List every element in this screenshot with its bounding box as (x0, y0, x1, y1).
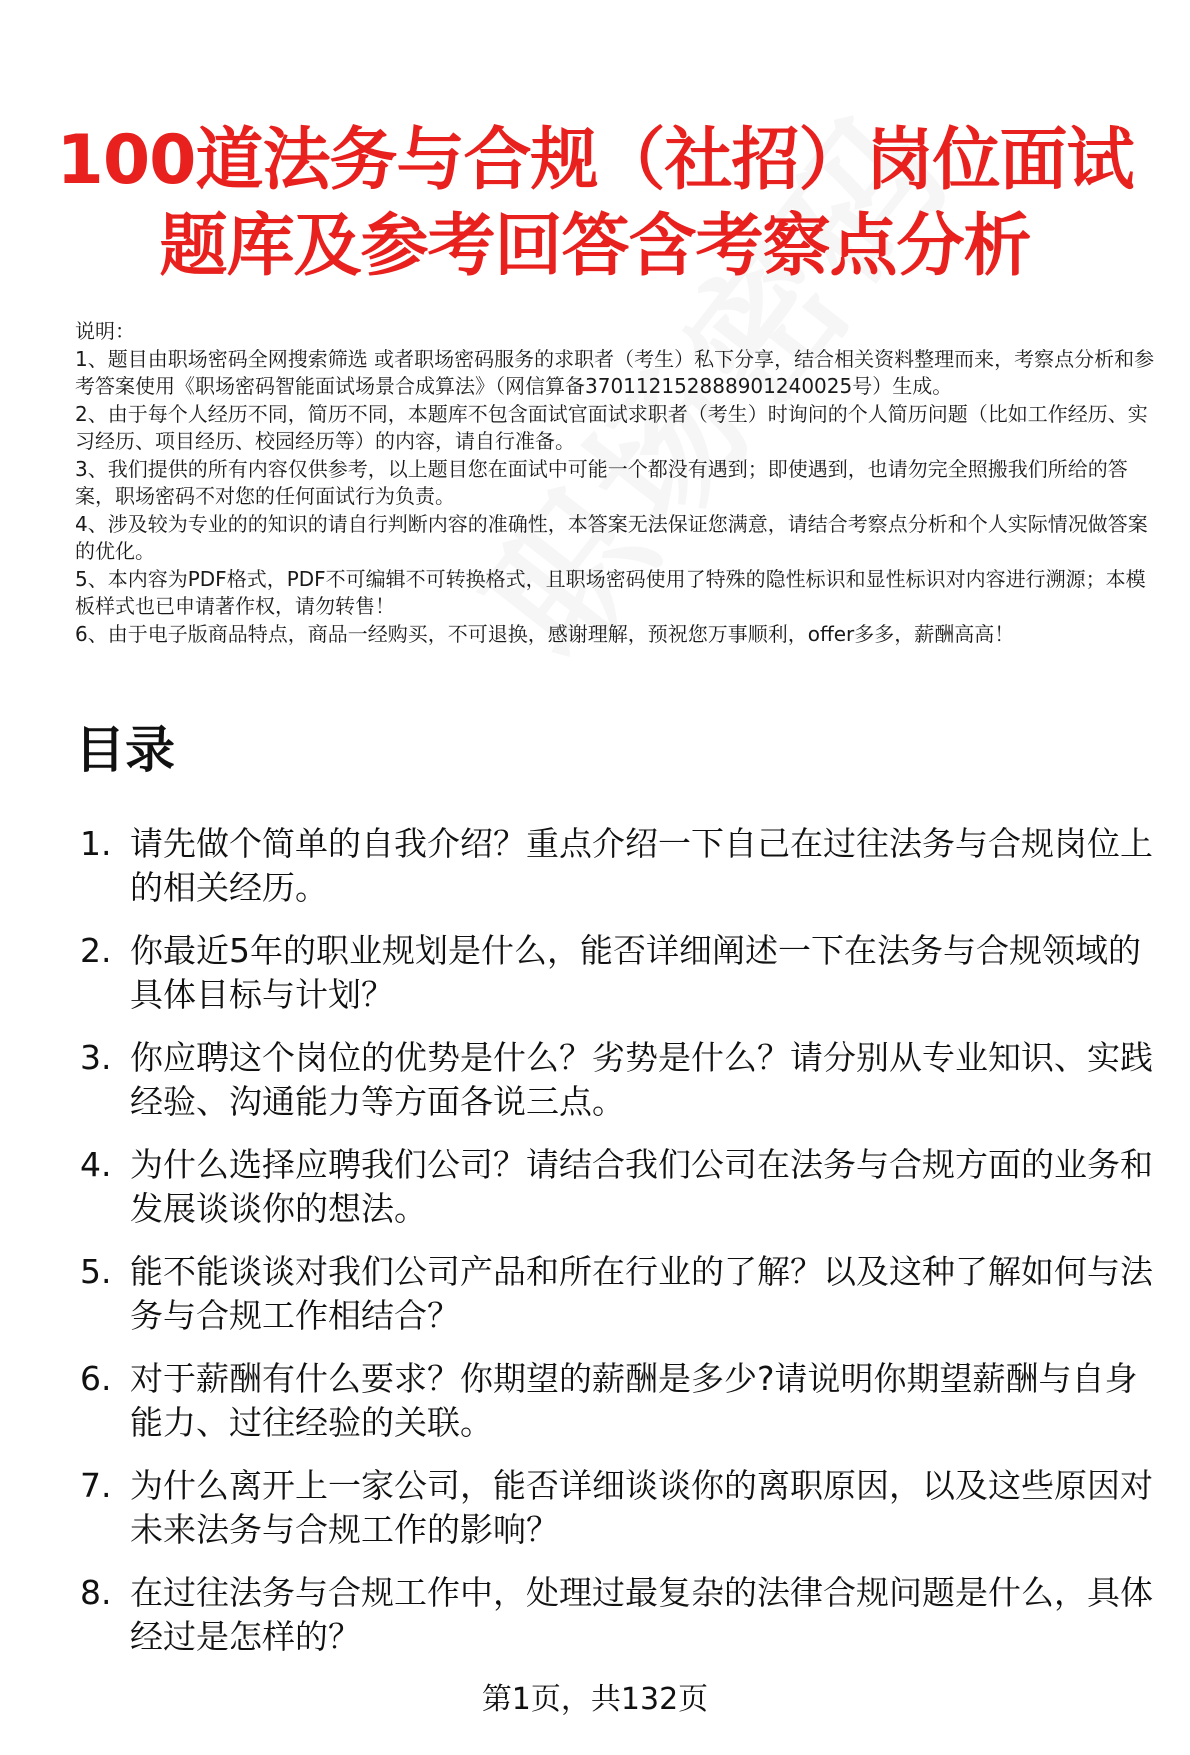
note-item: 2、由于每个人经历不同，简历不同，本题库不包含面试官面试求职者（考生）时询问的个人简历问题（比如工作经历、实习经历、项目经历、校园经历等）的内容，请自行准备。 (75, 401, 1148, 453)
title-line-2: 题库及参考回答含考察点分析 (159, 207, 1031, 286)
toc-item-text: 能不能谈谈对我们公司产品和所在行业的了解？以及这种了解如何与法务与合规工作相结合？ (130, 1252, 1153, 1335)
note-item: 3、我们提供的所有内容仅供参考，以上题目您在面试中可能一个都没有遇到；即使遇到，也请勿完全照搬我们所给的答案，职场密码不对您的任何面试行为负责。 (75, 456, 1128, 508)
toc-item-text: 请先做个简单的自我介绍？重点介绍一下自己在过往法务与合规岗位上的相关经历。 (130, 824, 1153, 907)
toc-item-number: 3. (80, 1038, 112, 1077)
toc-item[interactable] (75, 1143, 1170, 1231)
note-item: 5、本内容为PDF格式，PDF不可编辑不可转换格式，且职场密码使用了特殊的隐性标识和显性标识对内容进行溯源；本模板样式也已申请著作权，请勿转售！ (75, 566, 1146, 618)
note-item: 6、由于电子版商品特点，商品一经购买，不可退换，感谢理解，预祝您万事顺利，offer多多，薪酬高高！ (75, 621, 1015, 646)
toc-item-number: 4. (80, 1145, 112, 1184)
toc-item-number: 2. (80, 931, 112, 970)
toc-item-text: 你最近5年的职业规划是什么，能否详细阐述一下在法务与合规领域的具体目标与计划？ (130, 931, 1141, 1014)
document-title (40, 118, 1150, 290)
toc-item[interactable] (75, 1250, 1170, 1338)
notes-heading: 说明： (75, 319, 135, 343)
toc-item-text: 在过往法务与合规工作中，处理过最复杂的法律合规问题是什么，具体经过是怎样的？ (130, 1573, 1153, 1656)
toc-item-text: 为什么离开上一家公司，能否详细谈谈你的离职原因，以及这些原因对未来法务与合规工作的影响？ (130, 1466, 1153, 1549)
toc-item[interactable] (75, 1464, 1170, 1552)
toc-item[interactable] (75, 1571, 1170, 1659)
toc-item-number: 1. (80, 824, 112, 863)
toc-item-number: 5. (80, 1252, 112, 1291)
toc-heading: 目录 (75, 721, 175, 779)
toc-item[interactable] (75, 822, 1170, 910)
page-number: 第1页，共132页 (481, 1682, 709, 1717)
toc-item-number: 6. (80, 1359, 112, 1398)
toc-item-number: 7. (80, 1466, 112, 1505)
toc-item-text: 你应聘这个岗位的优势是什么？劣势是什么？请分别从专业知识、实践经验、沟通能力等方面各说三点。 (130, 1038, 1153, 1121)
title-line-1: 100道法务与合规（社招）岗位面试 (56, 121, 1134, 200)
notes-section (75, 318, 1155, 648)
toc-item[interactable] (75, 1357, 1170, 1445)
note-item: 4、涉及较为专业的的知识的请自行判断内容的准确性，本答案无法保证您满意，请结合考察点分析和个人实际情况做答案的优化。 (75, 511, 1148, 563)
toc-item-number: 8. (80, 1573, 112, 1612)
note-item: 1、题目由职场密码全网搜索筛选 或者职场密码服务的求职者（考生）私下分享，结合相关资料整理而来，考察点分析和参考答案使用《职场密码智能面试场景合成算法》（网信算备370112152888901240025号）生成。 (75, 346, 1155, 398)
toc-item-text: 为什么选择应聘我们公司？请结合我们公司在法务与合规方面的业务和发展谈谈你的想法。 (130, 1145, 1153, 1228)
toc-item[interactable] (75, 1036, 1170, 1124)
toc-item[interactable] (75, 929, 1170, 1017)
toc-list (75, 822, 1170, 1678)
toc-item-text: 对于薪酬有什么要求？你期望的薪酬是多少?请说明你期望薪酬与自身能力、过往经验的关联。 (130, 1359, 1138, 1442)
